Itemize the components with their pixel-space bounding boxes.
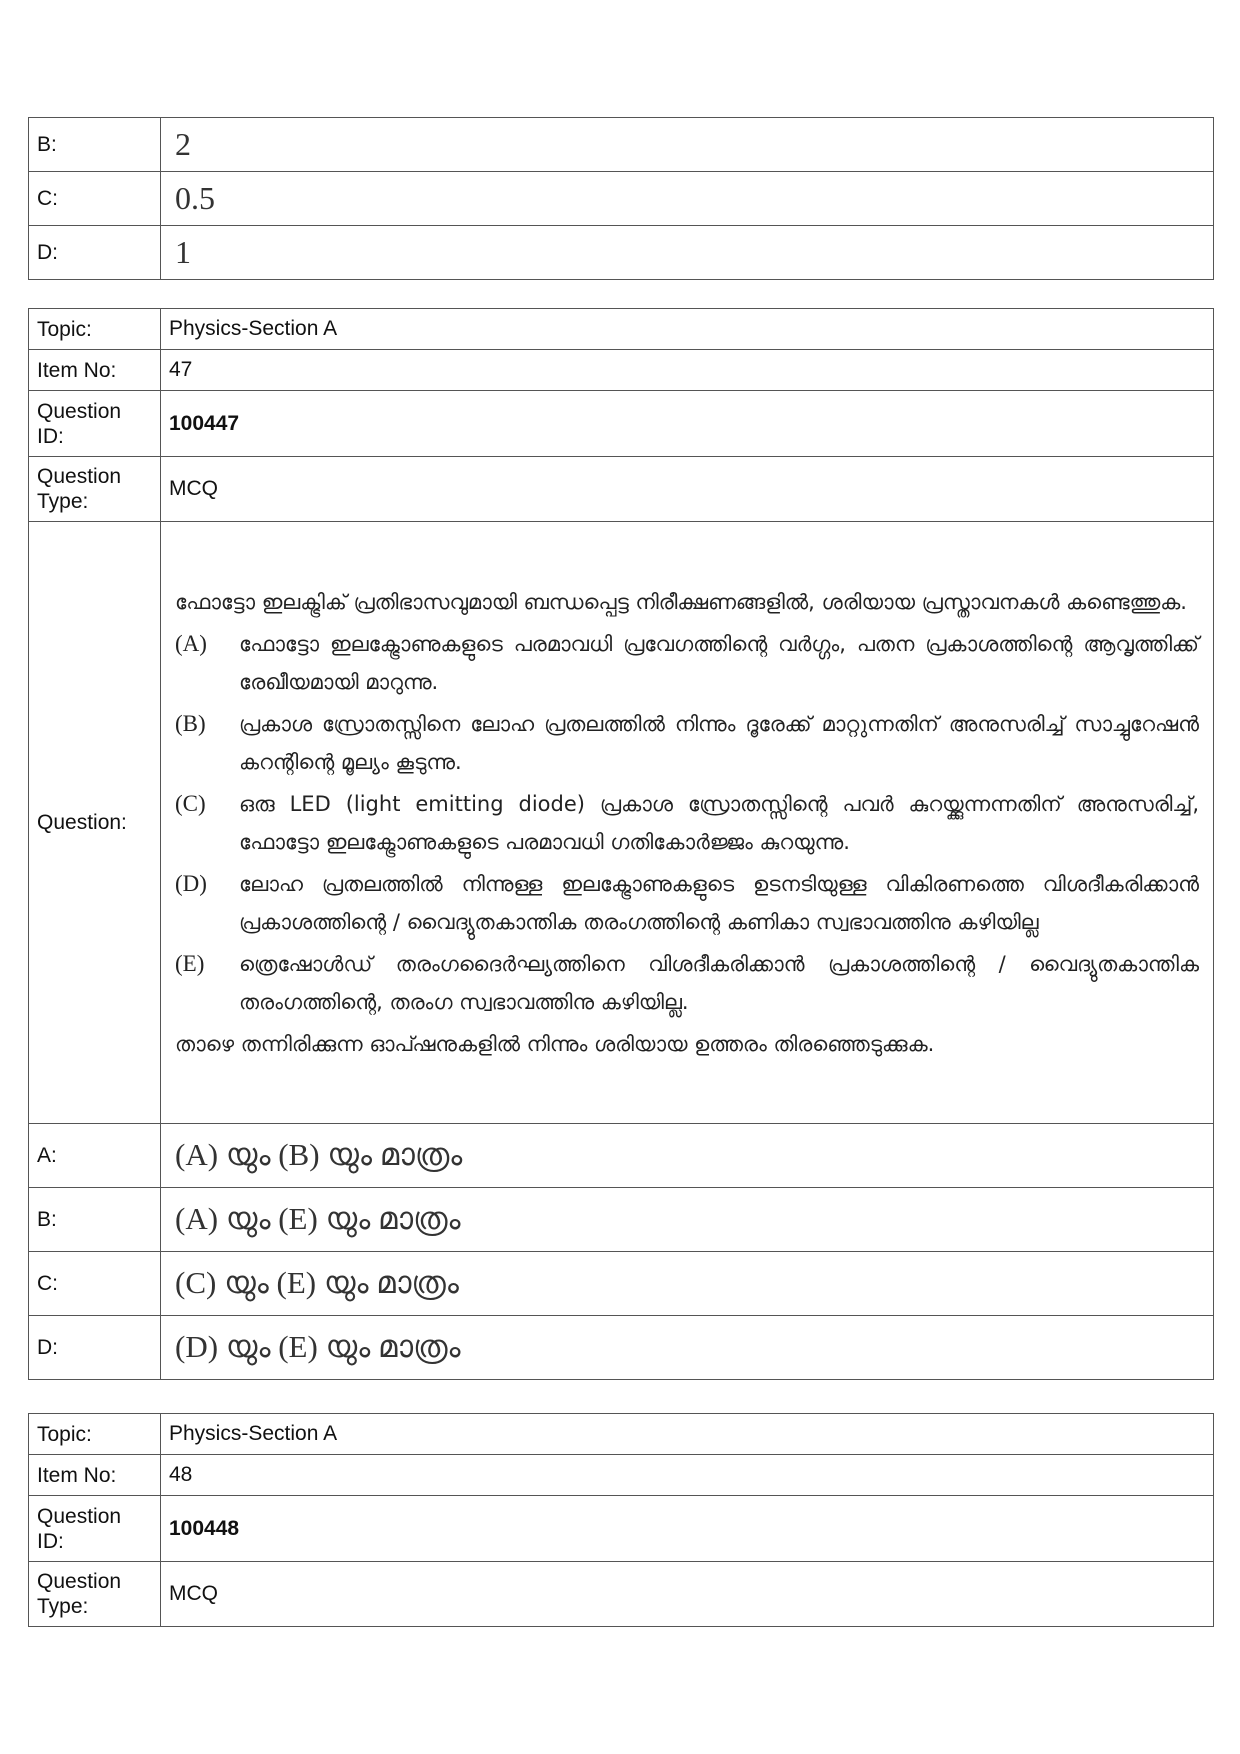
statement-c bbox=[175, 785, 1199, 861]
option-row bbox=[29, 1124, 1214, 1188]
statement-text: ലോഹ പ്രതലത്തിൽ നിന്നുള്ള ഇലക്ട്രോണുകളുടെ ഉടനടിയുള്ള വികിരണത്തെ വിശദീകരിക്കാൻ പ്രകാശത്തിന്റെ / വൈദ്യുതകാന്തിക തരംഗത്തിന്റെ കണികാ സ്വഭാവത്തിനു കഴിയില്ല bbox=[239, 871, 1199, 934]
question-type-row bbox=[29, 457, 1214, 522]
topic-value: Physics-Section A bbox=[161, 1414, 1214, 1455]
question-id-value: 100447 bbox=[161, 391, 1214, 457]
option-row bbox=[29, 118, 1214, 172]
question-id-label: Question ID: bbox=[29, 391, 161, 457]
question-row bbox=[29, 522, 1214, 1124]
statement-key: (B) bbox=[175, 710, 206, 736]
option-label: C: bbox=[29, 1252, 161, 1316]
option-label: B: bbox=[29, 118, 161, 172]
topic-label: Topic: bbox=[29, 309, 161, 350]
prev-question-options-table bbox=[28, 117, 1214, 280]
item-no-value: 48 bbox=[161, 1455, 1214, 1496]
item-no-label: Item No: bbox=[29, 350, 161, 391]
option-value: (A) യും (E) യും മാത്രം bbox=[161, 1188, 1214, 1252]
statement-key: (C) bbox=[175, 790, 206, 816]
question-47-table bbox=[28, 308, 1214, 1380]
question-type-label: Question Type: bbox=[29, 457, 161, 522]
option-label: B: bbox=[29, 1188, 161, 1252]
option-value: 2 bbox=[161, 118, 1214, 172]
option-row bbox=[29, 226, 1214, 280]
statement-key: (A) bbox=[175, 630, 207, 656]
statement-key: (E) bbox=[175, 950, 205, 976]
option-row bbox=[29, 1188, 1214, 1252]
statement-key: (D) bbox=[175, 870, 207, 896]
statement-b bbox=[175, 705, 1199, 781]
question-48-table bbox=[28, 1413, 1214, 1627]
item-no-value: 47 bbox=[161, 350, 1214, 391]
question-stem: ഫോട്ടോ ഇലക്ട്രിക് പ്രതിഭാസവുമായി ബന്ധപ്പെട്ട നിരീക്ഷണങ്ങളിൽ, ശരിയായ പ്രസ്താവനകൾ കണ്ടെത്തുക. bbox=[175, 589, 1187, 614]
item-no-label: Item No: bbox=[29, 1455, 161, 1496]
statement-text: ഒരു LED (light emitting diode) പ്രകാശ സ്രോതസ്സിന്റെ പവർ കുറയ്ക്കുന്നന്നതിന് അനുസരിച്ച്, ഫോട്ടോ ഇലക്ട്രോണുകളുടെ പരമാവധി ഗതികോർജ്ജം കുറയുന്നു. bbox=[239, 791, 1199, 854]
statement-text: ഫോട്ടോ ഇലക്ട്രോണുകളുടെ പരമാവധി പ്രവേഗത്തിന്റെ വർഗ്ഗം, പതന പ്രകാശത്തിന്റെ ആവൃത്തിക്ക് രേഖീയമായി മാറുന്നു. bbox=[239, 631, 1199, 694]
option-value: (C) യും (E) യും മാത്രം bbox=[161, 1252, 1214, 1316]
option-label: A: bbox=[29, 1124, 161, 1188]
question-instruction: താഴെ തന്നിരിക്കുന്ന ഓപ്ഷനുകളിൽ നിന്നും ശരിയായ ഉത്തരം തിരഞ്ഞെടുക്കുക. bbox=[175, 1031, 935, 1056]
question-type-value: MCQ bbox=[161, 457, 1214, 522]
option-value: 1 bbox=[161, 226, 1214, 280]
statement-text: ത്രെഷോൾഡ് തരംഗദൈർഘ്യത്തിനെ വിശദീകരിക്കാൻ പ്രകാശത്തിന്റെ / വൈദ്യുതകാന്തിക തരംഗത്തിന്റെ, തരംഗ സ്വഭാവത്തിനു കഴിയില്ല. bbox=[239, 951, 1199, 1014]
topic-row bbox=[29, 309, 1214, 350]
topic-value: Physics-Section A bbox=[161, 309, 1214, 350]
option-label: D: bbox=[29, 226, 161, 280]
question-id-value: 100448 bbox=[161, 1496, 1214, 1562]
option-row bbox=[29, 1252, 1214, 1316]
question-body bbox=[161, 522, 1214, 1124]
option-row bbox=[29, 1316, 1214, 1380]
option-row bbox=[29, 172, 1214, 226]
topic-label: Topic: bbox=[29, 1414, 161, 1455]
statement-text: പ്രകാശ സ്രോതസ്സിനെ ലോഹ പ്രതലത്തിൽ നിന്നും ദൂരേക്ക് മാറ്റുന്നതിന് അനുസരിച്ച് സാച്ചുറേഷൻ കറന്റിന്റെ മൂല്യം കൂടുന്നു. bbox=[239, 711, 1199, 774]
question-id-row bbox=[29, 391, 1214, 457]
question-id-label: Question ID: bbox=[29, 1496, 161, 1562]
item-no-row bbox=[29, 1455, 1214, 1496]
question-type-label: Question Type: bbox=[29, 1562, 161, 1627]
statement-d bbox=[175, 865, 1199, 941]
item-no-row bbox=[29, 350, 1214, 391]
option-value: (D) യും (E) യും മാത്രം bbox=[161, 1316, 1214, 1380]
question-id-row bbox=[29, 1496, 1214, 1562]
question-type-value: MCQ bbox=[161, 1562, 1214, 1627]
statement-e bbox=[175, 945, 1199, 1021]
statement-a bbox=[175, 625, 1199, 701]
question-label: Question: bbox=[29, 522, 161, 1124]
question-type-row bbox=[29, 1562, 1214, 1627]
option-label: D: bbox=[29, 1316, 161, 1380]
option-label: C: bbox=[29, 172, 161, 226]
option-value: 0.5 bbox=[161, 172, 1214, 226]
option-value: (A) യും (B) യും മാത്രം bbox=[161, 1124, 1214, 1188]
topic-row bbox=[29, 1414, 1214, 1455]
